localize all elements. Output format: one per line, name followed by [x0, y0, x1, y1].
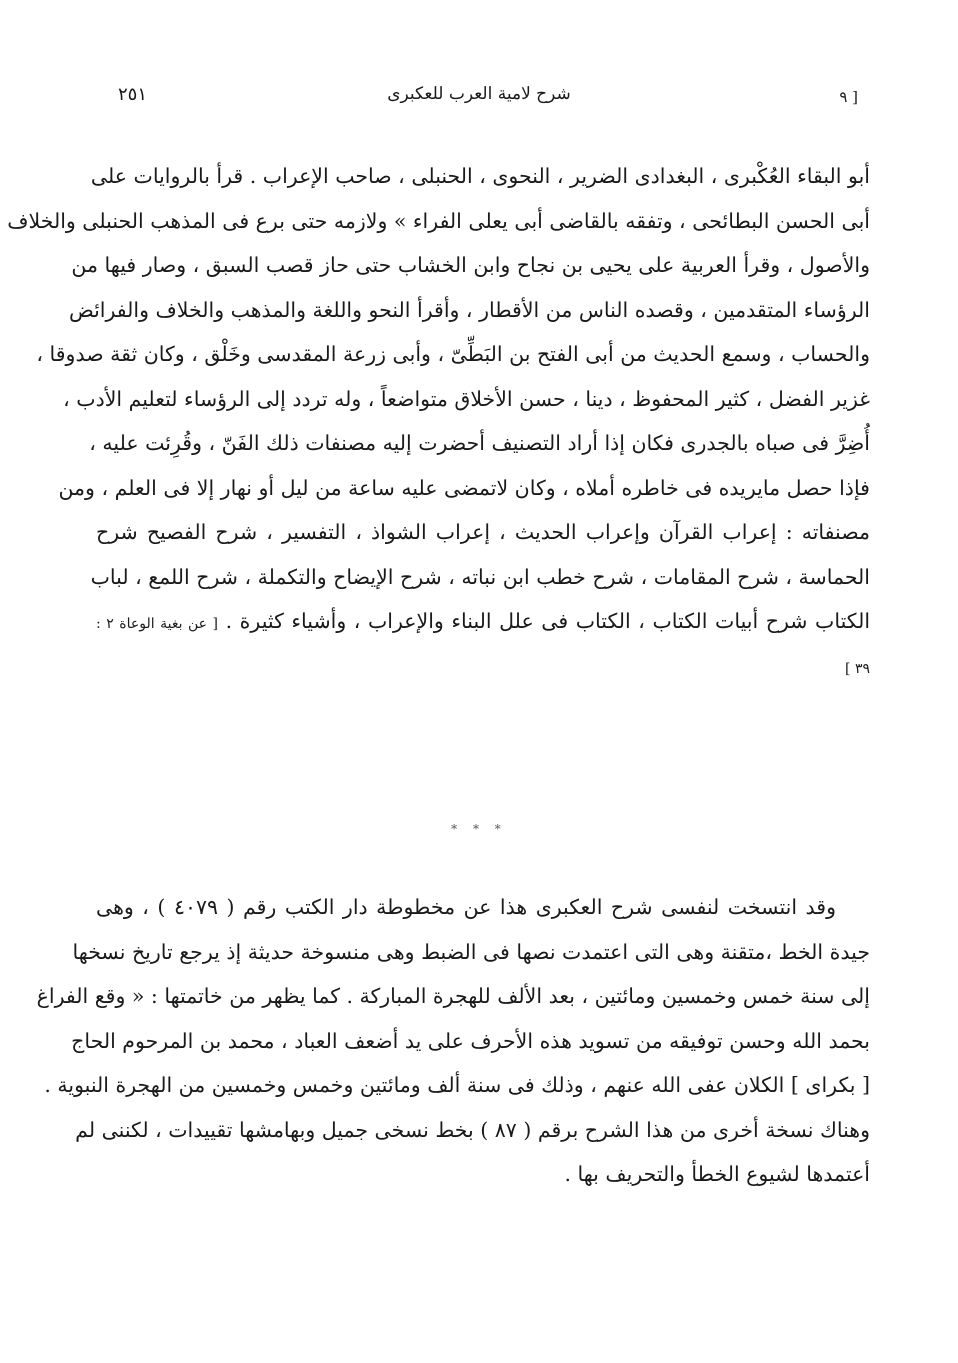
- text-line: جيدة الخط ،متقنة وهى التى اعتمدت نصها فى الضبط وهى منسوخة حديثة إذ يرجع تاريخ نسخها: [72, 939, 870, 964]
- section-separator: * * *: [451, 822, 507, 836]
- text-line: إلى سنة خمس وخمسين ومائتين ، بعد الألف للهجرة المباركة . كما يظهر من خاتمتها : « وقع الفراغ: [36, 984, 870, 1008]
- text-line: بحمد الله وحسن توفيقه من تسويد هذه الأحرف على يد أضعف العباد ، محمد بن المرحوم الحاج: [71, 1028, 870, 1053]
- page-header: [100, 84, 858, 114]
- text-line: الرؤساء المتقدمين ، وقصده الناس من الأقطار ، وأقرأ النحو واللغة والمذهب والخلاف والفرائض: [68, 297, 870, 322]
- text-line: أبو البقاء العُكْبرى ، البغدادى الضرير ، النحوى ، الحنبلى ، صاحب الإعراب . قرأ بالروايات على: [90, 164, 870, 188]
- page-number: ٢٥١: [118, 84, 148, 105]
- running-title: شرح لامية العرب للعكبرى: [387, 84, 571, 104]
- source-note-end-text: ٣٩ ]: [845, 660, 870, 677]
- source-note-end: [96, 644, 870, 689]
- text-line: الحماسة ، شرح المقامات ، شرح خطب ابن نباته ، شرح الإيضاح والتكملة ، شرح اللمع ، لباب: [90, 564, 870, 589]
- text-line: مصنفاته : إعراب القرآن وإعراب الحديث ، إعراب الشواذ ، التفسير ، شرح الفصيح شرح: [96, 520, 870, 544]
- footnote-paragraph: [7, 154, 871, 688]
- text-line: والأصول ، وقرأ العربية على يحيى بن نجاح وابن الخشاب حتى حاز قصب السبق ، وصار فيها من: [71, 253, 870, 277]
- footnote-marker: [ ٩: [839, 88, 858, 106]
- text-line: أبى الحسن البطائحى ، وتفقه بالقاضى أبى يعلى الفراء » ولازمه حتى برع فى المذهب الحنبلى والخلاف: [7, 208, 870, 233]
- text-line: الكتاب شرح أبيات الكتاب ، الكتاب فى علل البناء والإعراب ، وأشياء كثيرة .: [225, 609, 871, 633]
- text-line: غزير الفضل ، كثير المحفوظ ، دينا ، حسن الأخلاق متواضعاً ، وله تردد إلى الرؤساء لتعليم الأدب ،: [63, 386, 870, 411]
- text-line: والحساب ، وسمع الحديث من أبى الفتح بن البَطِّىّ ، وأبى زرعة المقدسى وخَلْق ، وكان ثقة صدوقا ،: [36, 342, 870, 366]
- text-line-with-source: [96, 599, 870, 644]
- main-paragraph: [36, 885, 870, 1197]
- text-line: أُضِرَّ فى صباه بالجدرى فكان إذا أراد التصنيف أحضرت إليه مصنفات ذلك الفَنّ ، وقُرِئت عليه ،: [89, 431, 870, 455]
- text-line: [ بكراى ] الكلان عفى الله عنهم ، وذلك فى سنة ألف ومائتين وخمس وخمسين من الهجرة النبوية .: [44, 1073, 870, 1097]
- source-note: [ عن بغية الوعاة ٢ :: [96, 616, 218, 632]
- text-line: أعتمدها لشيوع الخطأ والتحريف بها .: [564, 1162, 870, 1186]
- text-line: وقد انتسخت لنفسى شرح العكبرى هذا عن مخطوطة دار الكتب رقم ( ٤٠٧٩ ) ، وهى: [96, 895, 836, 919]
- text-line: فإذا حصل مايريده فى خاطره أملاه ، وكان لاتمضى عليه ساعة من ليل أو نهار إلا فى العلم ، ومن: [58, 475, 870, 500]
- text-line: وهناك نسخة أخرى من هذا الشرح برقم ( ٨٧ ) بخط نسخى جميل وبهامشها تقييدات ، لكننى لم: [75, 1117, 870, 1142]
